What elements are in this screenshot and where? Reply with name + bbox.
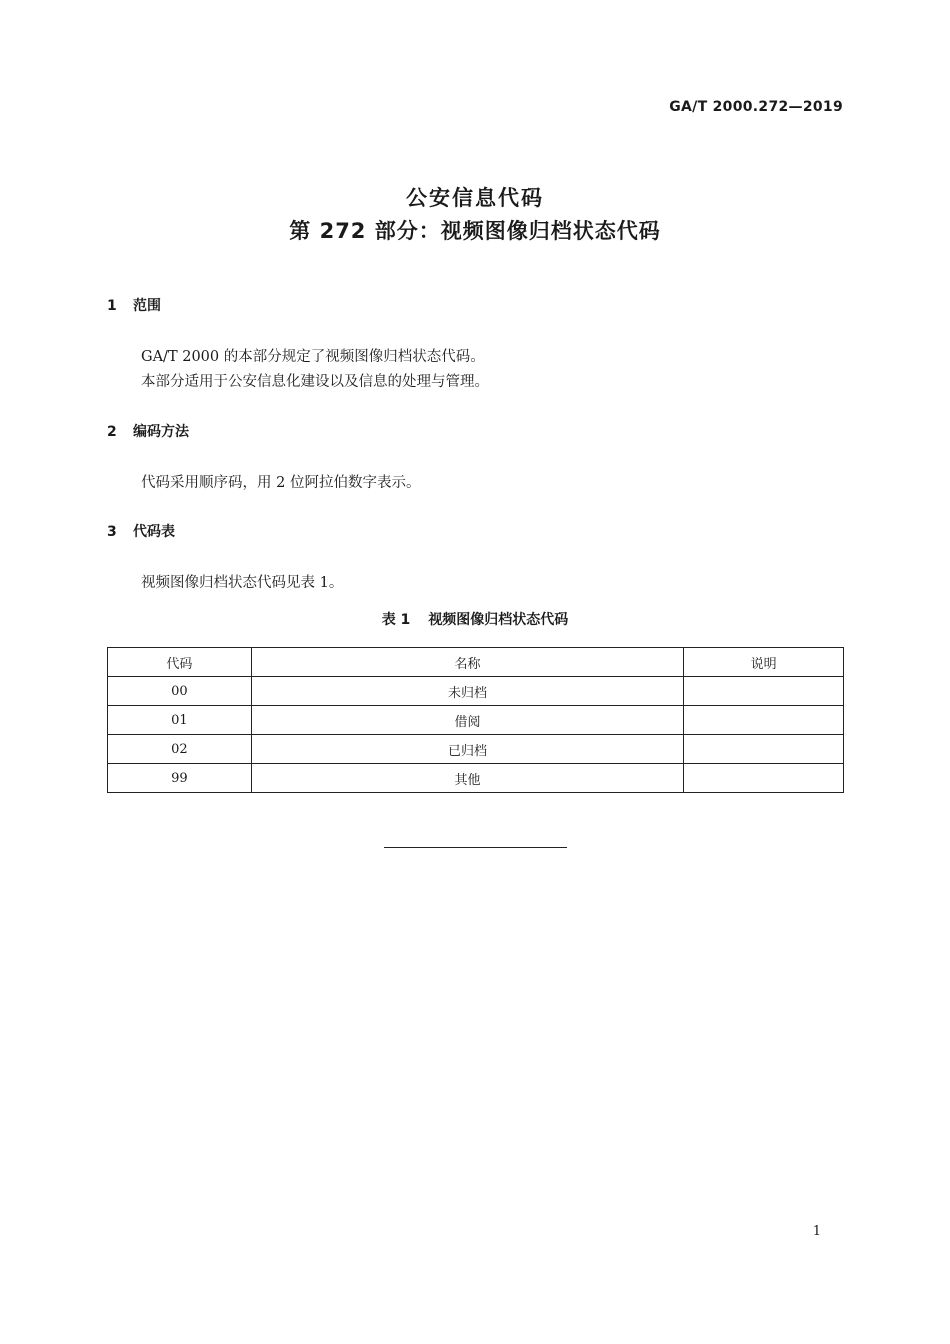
paragraph: 本部分适用于公安信息化建设以及信息的处理与管理。 bbox=[141, 374, 489, 390]
document-title: 公安信息代码 bbox=[406, 186, 544, 210]
table-caption-title: 视频图像归档状态代码 bbox=[428, 612, 569, 628]
cell-code: 01 bbox=[108, 706, 252, 735]
document-code: GA/T 2000.272—2019 bbox=[669, 99, 843, 115]
cell-description bbox=[684, 706, 844, 735]
paragraph: GA/T 2000 的本部分规定了视频图像归档状态代码。 bbox=[141, 349, 485, 365]
cell-name: 已归档 bbox=[251, 735, 683, 764]
header-name: 名称 bbox=[251, 648, 683, 677]
cell-name: 其他 bbox=[251, 764, 683, 793]
page-number: 1 bbox=[812, 1224, 821, 1239]
paragraph: 代码采用顺序码，用 2 位阿拉伯数字表示。 bbox=[141, 475, 421, 491]
table-row bbox=[108, 735, 844, 764]
cell-name: 未归档 bbox=[251, 677, 683, 706]
cell-code: 99 bbox=[108, 764, 252, 793]
section-heading-code-table bbox=[107, 521, 175, 541]
section-title: 代码表 bbox=[133, 524, 175, 540]
table-header-row bbox=[108, 648, 844, 677]
cell-description bbox=[684, 735, 844, 764]
cell-name: 借阅 bbox=[251, 706, 683, 735]
table-caption bbox=[0, 609, 950, 629]
header-description: 说明 bbox=[684, 648, 844, 677]
section-title: 范围 bbox=[133, 298, 161, 314]
section-heading-scope bbox=[107, 295, 161, 315]
table-row bbox=[108, 706, 844, 735]
document-subtitle: 第 272 部分：视频图像归档状态代码 bbox=[289, 219, 661, 243]
cell-code: 02 bbox=[108, 735, 252, 764]
table-caption-number: 表 1 bbox=[381, 612, 411, 628]
end-of-document-rule bbox=[384, 847, 567, 848]
section-number: 1 bbox=[107, 298, 117, 314]
cell-code: 00 bbox=[108, 677, 252, 706]
table-row bbox=[108, 764, 844, 793]
cell-description bbox=[684, 677, 844, 706]
section-title: 编码方法 bbox=[133, 424, 189, 440]
header-code: 代码 bbox=[108, 648, 252, 677]
table-row bbox=[108, 677, 844, 706]
cell-description bbox=[684, 764, 844, 793]
section-heading-coding-method bbox=[107, 421, 189, 441]
code-table bbox=[107, 647, 844, 793]
section-number: 3 bbox=[107, 524, 117, 540]
paragraph: 视频图像归档状态代码见表 1。 bbox=[141, 575, 344, 591]
section-number: 2 bbox=[107, 424, 117, 440]
